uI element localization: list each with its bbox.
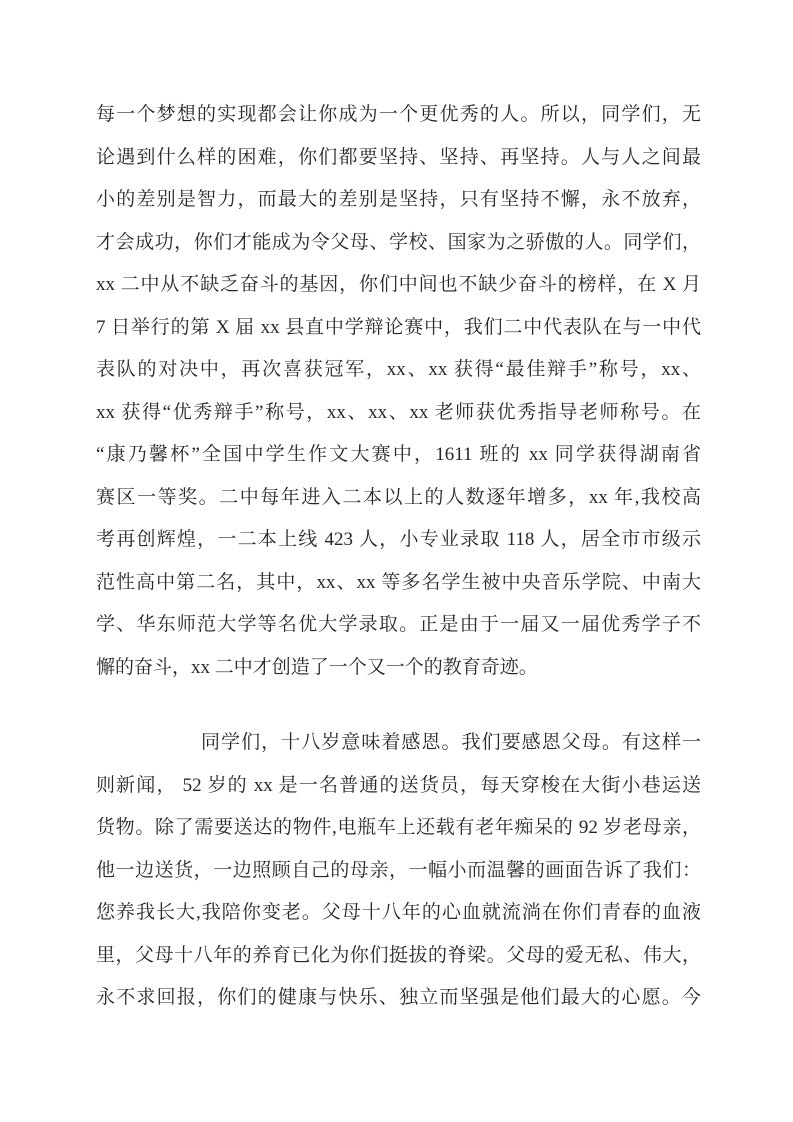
text-line: 学、华东师范大学等名优大学录取。正是由于一届又一届优秀学子不	[96, 614, 701, 635]
text-line: 赛区一等奖。二中每年进入二本以上的人数逐年增多，xx 年,我校高	[96, 486, 701, 508]
text-line: 懈的奋斗，xx 二中才创造了一个又一个的教育奇迹。	[96, 656, 538, 678]
text-line: 永不求回报，你们的健康与快乐、独立而坚强是他们最大的心愿。今	[96, 987, 701, 1008]
paragraph-gratitude	[96, 722, 701, 1020]
text-line: 表队的对决中，再次喜获冠军，xx、xx 获得“最佳辩手”称号，xx、	[96, 359, 701, 380]
text-line: 考再创辉煌，一二本上线 423 人，小专业录取 118 人，居全市市级示	[96, 529, 701, 550]
text-line: 他一边送货，一边照顾自己的母亲，一幅小而温馨的画面告诉了我们：	[96, 859, 701, 881]
text-line: 每一个梦想的实现都会让你成为一个更优秀的人。所以，同学们，无	[96, 104, 701, 125]
text-line: 小的差别是智力，而最大的差别是坚持，只有坚持不懈，永不放弃，	[96, 189, 701, 210]
text-line: xx 二中从不缺乏奋斗的基因，你们中间也不缺少奋斗的榜样，在 X 月	[96, 274, 701, 295]
text-line: 同学们，十八岁意味着感恩。我们要感恩父母。有这样一	[201, 732, 701, 753]
text-line: xx 获得“优秀辩手”称号，xx、xx、xx 老师获优秀指导老师称号。在	[96, 401, 701, 423]
text-line: 7 日举行的第 X 届 xx 县直中学辩论赛中，我们二中代表队在与一中代	[96, 316, 701, 338]
document-body	[96, 94, 701, 1020]
text-line: 您养我长大,我陪你变老。父母十八年的心血就流淌在你们青春的血液	[96, 902, 701, 923]
text-line: 才会成功，你们才能成为令父母、学校、国家为之骄傲的人。同学们，	[96, 231, 701, 253]
text-line: 货物。除了需要送达的物件,电瓶车上还载有老年痴呆的 92 岁老母亲，	[96, 817, 701, 838]
text-line: 则新闻， 52 岁的 xx 是一名普通的送货员，每天穿梭在大街小巷运送	[96, 774, 701, 796]
text-line: “康乃馨杯”全国中学生作文大赛中，1611 班的 xx 同学获得湖南省	[96, 444, 701, 465]
text-line: 里，父母十八年的养育已化为你们挺拔的脊梁。父母的爱无私、伟大，	[96, 944, 701, 966]
paragraph-perseverance	[96, 94, 701, 689]
text-line: 范性高中第二名，其中，xx、xx 等多名学生被中央音乐学院、中南大	[96, 571, 701, 593]
text-line: 论遇到什么样的困难，你们都要坚持、坚持、再坚持。人与人之间最	[96, 146, 701, 168]
